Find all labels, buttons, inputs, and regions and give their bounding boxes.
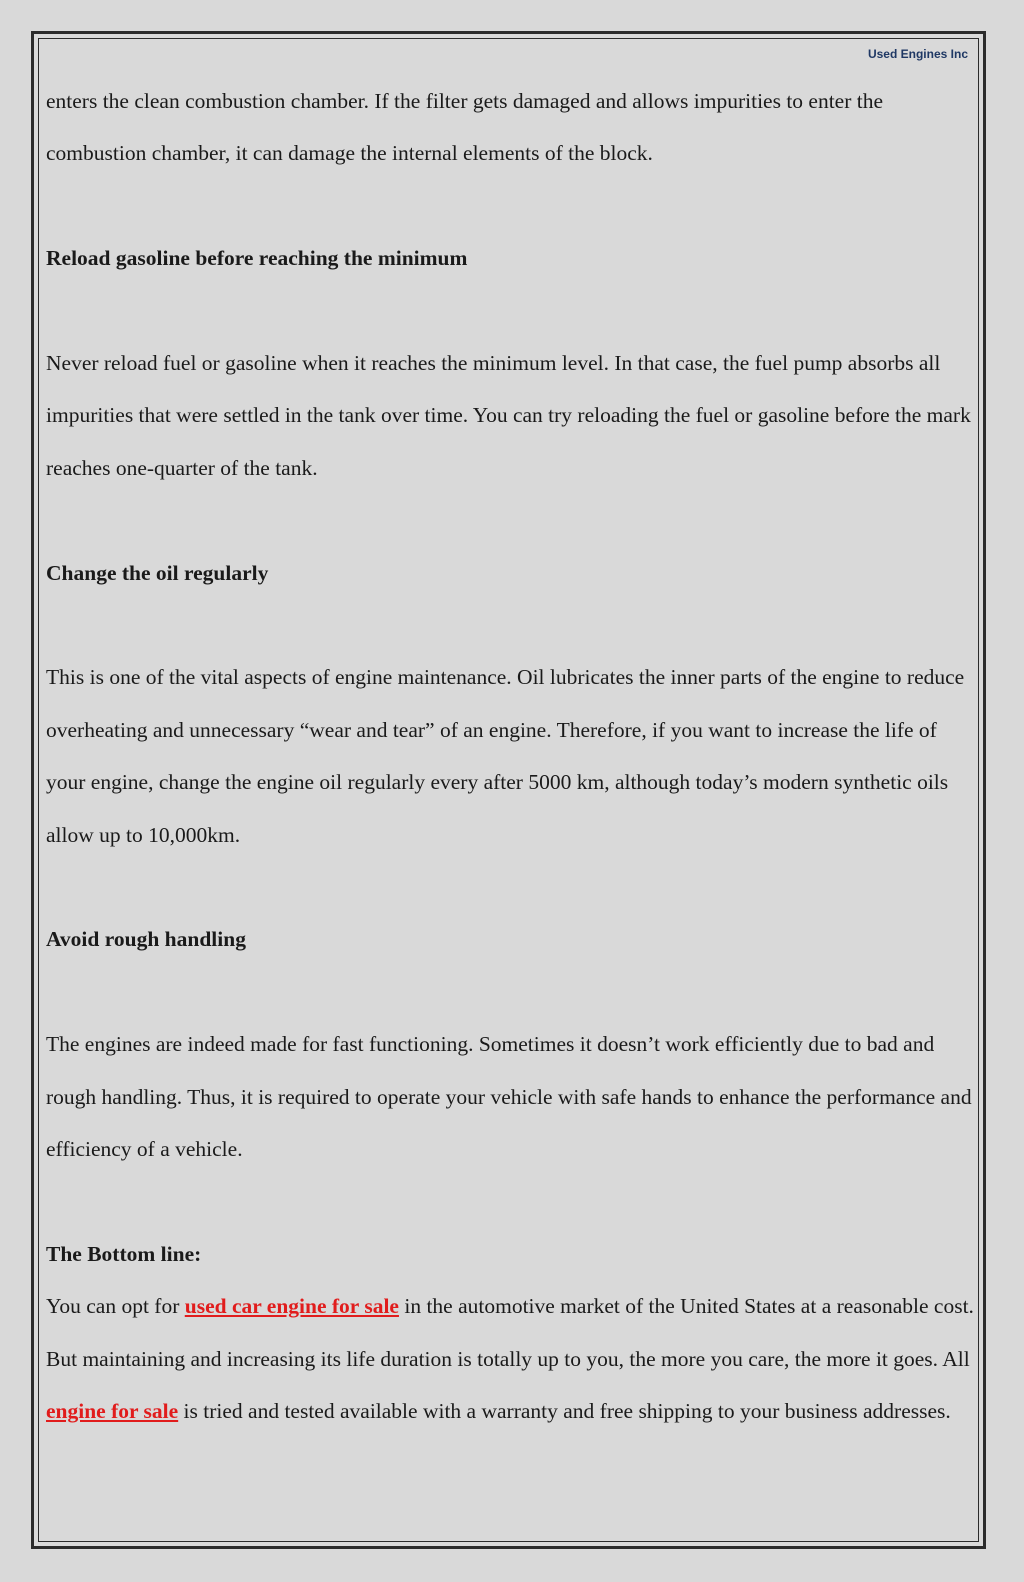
bottom-line-paragraph bbox=[46, 1280, 976, 1437]
used-car-engine-link[interactable]: used car engine for sale bbox=[184, 1294, 399, 1319]
document-body bbox=[46, 75, 976, 1437]
section-heading-change-oil: Change the oil regularly bbox=[46, 560, 269, 585]
section-body-reload-gasoline: Never reload fuel or gasoline when it reaches the minimum level. In that case, the fuel pump absorbs all impurities that were settled in the tank over time. You can try reloading the fuel or gasoline before the mark reaches one-quarter of the tank. bbox=[46, 351, 971, 480]
engine-for-sale-link[interactable]: engine for sale bbox=[46, 1399, 179, 1424]
section-heading-rough-handling: Avoid rough handling bbox=[46, 927, 246, 952]
header-brand: Used Engines Inc bbox=[867, 47, 968, 61]
spacer bbox=[46, 180, 976, 232]
bottom-line-heading: The Bottom line: bbox=[46, 1241, 202, 1266]
spacer bbox=[46, 1175, 976, 1227]
bottom-text-1: You can opt for bbox=[46, 1294, 185, 1319]
spacer bbox=[46, 861, 976, 913]
bottom-text-3: is tried and tested available with a warranty and free shipping to your business addresses. bbox=[178, 1399, 951, 1424]
spacer bbox=[46, 494, 976, 546]
section-body-rough-handling: The engines are indeed made for fast functioning. Sometimes it doesn’t work efficiently due to bad and rough handling. Thus, it is required to operate your vehicle with safe hands to enhance the performance and efficiency of a vehicle. bbox=[46, 1032, 972, 1162]
spacer bbox=[46, 285, 976, 337]
bottom-text-2: in the automotive market of the United States at a reasonable cost. But maintaining and increasing its life duration is totally up to you, the more you care, the more it goes. All bbox=[46, 1294, 974, 1371]
intro-paragraph: enters the clean combustion chamber. If the filter gets damaged and allows impurities to enter the combustion chamber, it can damage the internal elements of the block. bbox=[46, 89, 884, 166]
spacer bbox=[46, 599, 976, 651]
section-body-change-oil: This is one of the vital aspects of engine maintenance. Oil lubricates the inner parts of the engine to reduce overheating and unnecessary “wear and tear” of an engine. Therefore, if you want to increase the life of your engine, change the engine oil regularly every after 5000 km, although today’s modern synthetic oils allow up to 10,000km. bbox=[46, 665, 965, 847]
spacer bbox=[46, 966, 976, 1018]
section-heading-reload-gasoline: Reload gasoline before reaching the minimum bbox=[46, 246, 468, 271]
